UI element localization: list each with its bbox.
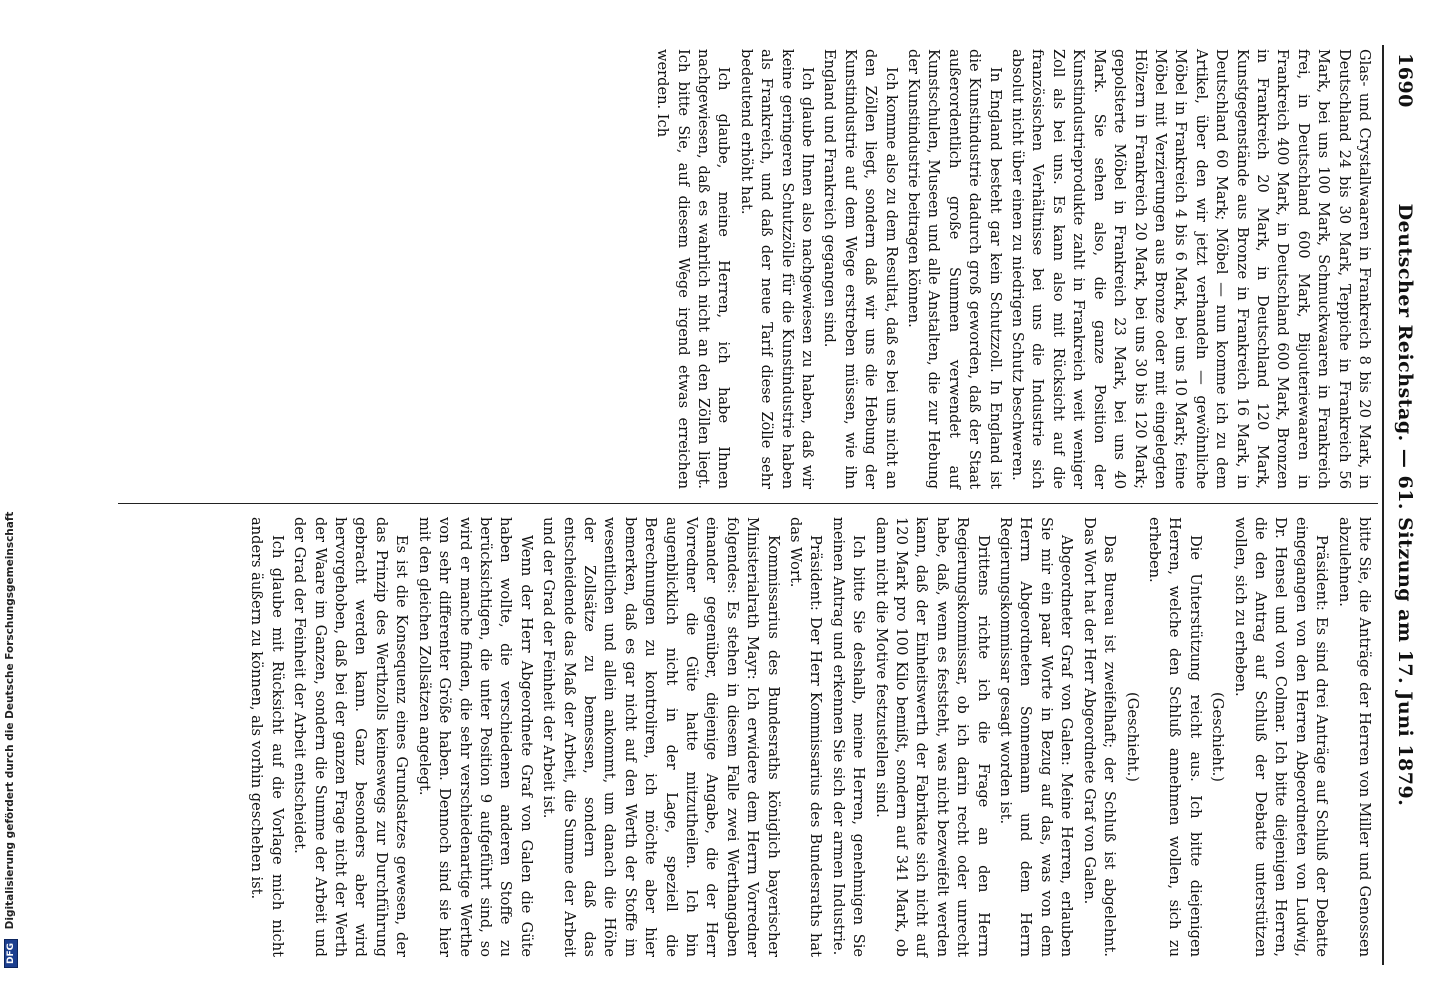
right-column — [244, 517, 1374, 957]
stage-direction: (Geschieht.) — [1123, 692, 1141, 782]
stage-direction: (Geschieht.) — [1209, 692, 1227, 782]
paragraph: Das Bureau ist zweifelhaft; der Schluß ist abgelehnt. Das Wort hat der Herr Abgeordnete Graf von Galen. — [1080, 517, 1119, 957]
paragraph: Präsident: Der Herr Kommissarius des Bundesraths hat das Wort. — [787, 517, 825, 957]
column-divider — [118, 503, 1378, 504]
page-number: 1690 — [1394, 53, 1416, 108]
paragraph: Ich glaube, meine Herren, ich habe Ihnen nachgewiesen, daß es wahrlich nicht an den Zöllen liegt. Ich bitte Sie, auf diesem Wege irgend etwas erreichen werden. Ich — [654, 49, 733, 489]
paragraph: Abgeordneter Graf von Galen: Meine Herren, erlauben Sie mir ein paar Worte in Bezug auf das, was von dem Herrn Abgeordneten Sonnemann und dem Herrn Regierungskommissar gesagt worden ist. — [997, 517, 1076, 957]
paragraph: bitte Sie, die Anträge der Herren von Miller und Genossen abzulehnen. — [1335, 517, 1373, 957]
digitization-footer — [4, 0, 24, 968]
left-column — [650, 49, 1374, 489]
paragraph: Es ist die Konsequenz eines Grundsatzes gewesen, der das Prinzip des Werthzolls keineswegs zur Durchführung gebracht werden kann. Ganz besonders aber wird hervorgehoben, daß bei der ganzen Frage nicht der Werth der Waare im Ganzen, sondern die Summe der Arbeit und der Grad der Feinheit der Arbeit entscheidet. — [291, 517, 411, 957]
paragraph: Ich bitte Sie deshalb, meine Herren, genehmigen Sie meinen Antrag und erkennen Sie sich der armen Industrie. — [829, 517, 868, 957]
paragraph: Wenn der Herr Abgeordnete Graf von Galen die Güte haben wollte, die verschiedenen anderen Stoffe zu berücksichtigen, die unter Position 9 aufgeführt sind, so wird er manche finden, die sehr verschiedenartige Werthe von sehr differenter Größe haben. Dennoch sind sie hier mit den gleichen Zollsätzen angelegt. — [415, 517, 535, 957]
paragraph: Präsident: Es sind drei Anträge auf Schluß der Debatte eingegangen von den Herren Abgeordneten von Ludwig, Dr. Hensel und von Colmar. Ich bitte diejenigen Herren, die den Antrag auf Schluß der Debatte unterstützen wollen, sich zu erheben. — [1231, 517, 1331, 957]
paragraph: Glas- und Crystallwaaren in Frankreich 8 bis 20 Mark, in Deutschland 24 bis 30 Mark, Teppiche in Frankreich 56 Mark, bei uns 100 Mark, Schmuckwaaren in Frankreich frei, in Deutschland 600 Mark, Bijouteriewaaren in Frankreich 400 Mark, in Deutschland 600 Mark, Bronzen in Frankreich 20 Mark, in Deutschland 120 Mark, Kunstgegenstände aus Bronze in Frankreich 16 Mark, in Deutschland 60 Mark; Möbel — nun komme ich zu dem Artikel, über den wir jetzt verhandeln — gewöhnliche Möbel in Frankreich 4 bis 6 Mark, bei uns 10 Mark; feine Möbel mit Verzierungen aus Bronze oder mit eingelegten Hölzern in Frankreich 20 Mark, bei uns 30 bis 120 Mark; gepolsterte Möbel in Frankreich 23 Mark, bei uns 40 Mark. Sie sehen also, die ganze Position der Kunstindustrieprodukte zahlt in Frankreich weit weniger Zoll als bei uns. Es kann also mit Rücksicht auf die französischen Verhältnisse bei uns die Industrie sich absolut nicht über einen zu niedrigen Schutz beschweren. — [1009, 49, 1373, 489]
paragraph: Ich glaube mit Rücksicht auf die Vorlage mich nicht anders äußern zu können, als vorhin geschehen ist. — [248, 517, 286, 957]
paragraph: Kommissarius des Bundesraths königlich bayerischer Ministerialrath Mayr: Ich erwidere dem Herrn Vorredner folgendes: Es stehen in diesem Falle zwei Werthangaben einander gegenüber, diejenige Angabe, die der Herr Vorredner die Güte hatte mitzutheilen. Ich bin augenblicklich nicht in der Lage, speziell die Berechnungen zu kontroliren, ich möchte aber hier bemerken, daß es gar nicht auf den Werth der Stoffe im wesentlichen und allein ankommt, um danach die Höhe der Zollsätze zu bemessen, sondern daß das entscheidende das Maß der Arbeit, die Summe der Arbeit und der Grad der Feinheit der Arbeit ist. — [540, 517, 782, 957]
dfg-logo: DFG — [4, 939, 18, 968]
paragraph: Die Unterstützung reicht aus. Ich bitte diejenigen Herren, welche den Schluß annehmen wollen, sich zu erheben. — [1145, 517, 1204, 957]
paragraph: Ich komme also zu dem Resultat, daß es bei uns nicht an den Zöllen liegt, sondern daß wir uns die Hebung der Kunstindustrie auf dem Wege erstreben müssen, wie ihn England und Frankreich gegangen sind. — [821, 49, 900, 489]
page-header — [1386, 45, 1420, 965]
paragraph: Ich glaube Ihnen also nachgewiesen zu haben, daß wir keine geringeren Schutzzölle für die Kunstindustrie haben als Frankreich, und daß der neue Tarif diese Zölle sehr bedeutend erhöht hat. — [737, 49, 817, 489]
page-title: Deutscher Reichstag. — 61. Sitzung am 17. Juni 1879. — [1394, 203, 1416, 807]
footer-text: Digitalisierung gefördert durch die Deutsche Forschungsgemeinschaft — [4, 511, 16, 930]
header-rule — [1382, 45, 1384, 965]
paragraph: In England besteht gar kein Schutzzoll. In England ist die Kunstindustrie dadurch groß geworden, daß der Staat außerordentlich große Summen verwendet auf Kunstschulen, Museen und alle Anstalten, die zur Hebung der Kunstindustrie beitragen können. — [905, 49, 1004, 489]
paragraph: Drittens richte ich die Frage an den Herrn Regierungskommissar, ob ich darin recht oder unrecht habe, daß, wenn es feststeht, was nicht bezweifelt werden kann, daß der Einheitswerth der Fabrikate sich nicht auf 120 Mark pro 100 Kilo bemißt, sondern auf 341 Mark, ob dann nicht die Motive festzustellen sind. — [872, 517, 992, 957]
document-page — [100, 45, 1420, 965]
